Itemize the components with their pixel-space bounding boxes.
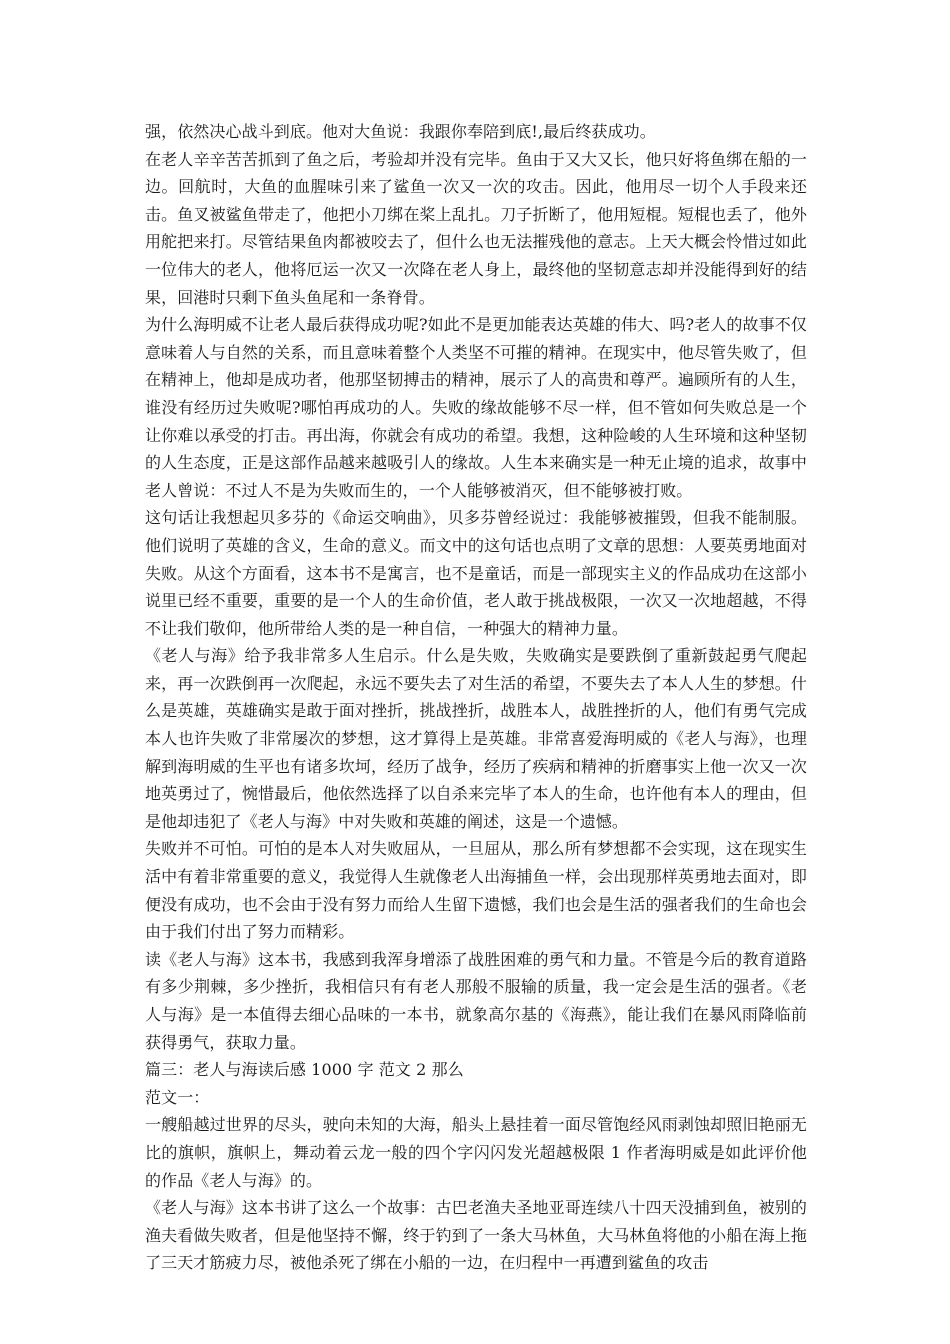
paragraph-9: 《老人与海》这本书讲了这么一个故事：古巴老渔夫圣地亚哥连续八十四天没捕到鱼，被别的渔夫看做失败者，但是他坚持不懈，终于钓到了一条大马林鱼，大马林鱼将他的小船在海上拖了三天才筋疲力尽，被他杀死了绑在小船的一边，在归程中一再遭到鲨鱼的攻击 (145, 1198, 807, 1273)
paragraph-2: 在老人辛辛苦苦抓到了鱼之后，考验却并没有完毕。鱼由于又大又长，他只好将鱼绑在船的一边。回航时，大鱼的血腥味引来了鲨鱼一次又一次的攻击。因此，他用尽一切个人手段来还击。鱼叉被鲨鱼带走了，他把小刀绑在桨上乱扎。刀子折断了，他用短棍。短棍也丢了，他外用舵把来打。尽管结果鱼肉都被咬去了，但什么也无法摧残他的意志。上天大概会怜惜过如此一位伟大的老人，他将厄运一次又一次降在老人身上，最终他的坚韧意志却并没能得到好的结果，回港时只剩下鱼头鱼尾和一条脊骨。 (145, 149, 807, 307)
paragraph-8: 一艘船越过世界的尽头，驶向未知的大海，船头上悬挂着一面尽管饱经风雨剥蚀却照旧艳丽无比的旗帜，旗帜上，舞动着云龙一般的四个字闪闪发光超越极限 1 作者海明威是如此评价他的作品《老人与海》的。 (145, 1115, 807, 1190)
section-heading: 篇三：老人与海读后感 1000 字 范文 2 那么 (145, 1060, 464, 1080)
paragraph-6: 失败并不可怕。可怕的是本人对失败屈从，一旦屈从，那么所有梦想都不会实现，这在现实生活中有着非常重要的意义，我觉得人生就像老人出海捕鱼一样，会出现那样英勇地去面对，即便没有成功，也不会由于没有努力而给人生留下遗憾，我们也会是生活的强者我们的生命也会由于我们付出了努力而精彩。 (145, 839, 807, 942)
paragraph-1: 强，依然决心战斗到底。他对大鱼说：我跟你奉陪到底!,最后终获成功。 (145, 122, 656, 141)
paragraph-3: 为什么海明威不让老人最后获得成功呢?如此不是更加能表达英雄的伟大、吗?老人的故事不仅意味着人与自然的关系，而且意味着整个人类坚不可摧的精神。在现实中，他尽管失败了，但在精神上，他却是成功者，他那坚韧搏击的精神，展示了人的高贵和尊严。遍顾所有的人生，谁没有经历过失败呢?哪怕再成功的人。失败的缘故能够不尽一样，但不管如何失败总是一个让你难以承受的打击。再出海，你就会有成功的希望。我想，这种险峻的人生环境和这种坚韧的人生态度，正是这部作品越来越吸引人的缘故。人生本来确实是一种无止境的追求，故事中老人曾说：不过人不是为失败而生的，一个人能够被消灭，但不能够被打败。 (145, 315, 807, 500)
subheading-sample-one: 范文一： (145, 1087, 210, 1107)
document-page (145, 118, 807, 1277)
paragraph-7: 读《老人与海》这本书，我感到我浑身增添了战胜困难的勇气和力量。不管是今后的教育道路有多少荆棘，多少挫折，我相信只有有老人那般不服输的质量，我一定会是生活的强者。《老人与海》是一本值得去细心品味的一本书，就象高尔基的《海燕》，能让我们在暴风雨降临前获得勇气，获取力量。 (145, 949, 807, 1052)
paragraph-4: 这句话让我想起贝多芬的《命运交响曲》，贝多芬曾经说过：我能够被摧毁，但我不能制服。他们说明了英雄的含义，生命的意义。而文中的这句话也点明了文章的思想：人要英勇地面对失败。从这个方面看，这本书不是寓言，也不是童话，而是一部现实主义的作品成功在这部小说里已经不重要，重要的是一个人的生命价值，老人敢于挑战极限，一次又一次地超越，不得不让我们敬仰，他所带给人类的是一种自信，一种强大的精神力量。 (145, 508, 807, 638)
paragraph-5: 《老人与海》给予我非常多人生启示。什么是失败，失败确实是要跌倒了重新鼓起勇气爬起来，再一次跌倒再一次爬起，永远不要失去了对生活的希望，不要失去了本人人生的梦想。什么是英雄，英雄确实是敢于面对挫折，挑战挫折，战胜本人，战胜挫折的人，他们有勇气完成本人也许失败了非常屡次的梦想，这才算得上是英雄。非常喜爱海明威的《老人与海》，也理解到海明威的生平也有诸多坎坷，经历了战争，经历了疾病和精神的折磨事实上他一次又一次地英勇过了，惋惜最后，他依然选择了以自杀来完毕了本人的生命，也许他有本人的理由，但是他却违犯了《老人与海》中对失败和英雄的阐述，这是一个遗憾。 (145, 646, 807, 831)
